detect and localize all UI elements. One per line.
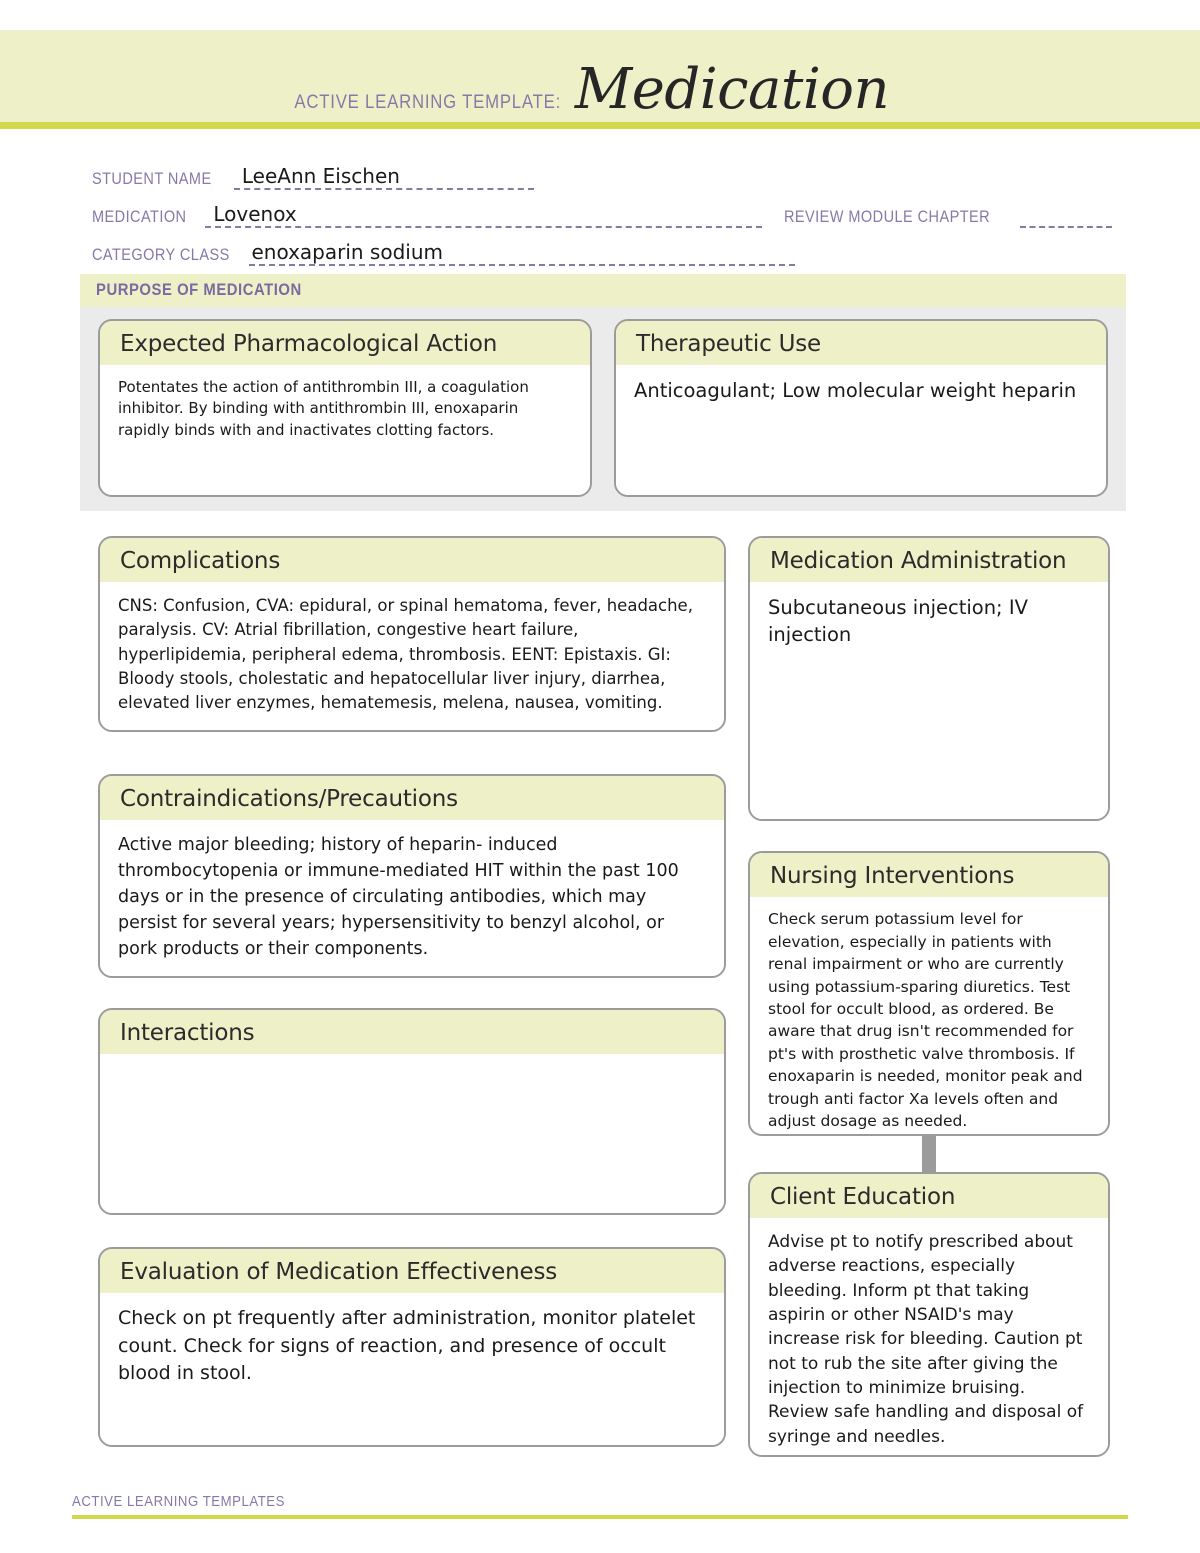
medication-administration-heading: Medication Administration [770, 548, 1067, 574]
header-band [0, 30, 1200, 122]
nursing-interventions-card [748, 851, 1110, 1136]
expected-pharmacological-action-heading: Expected Pharmacological Action [120, 331, 498, 357]
interactions-card [98, 1008, 726, 1215]
evaluation-header [100, 1249, 724, 1293]
category-class-row [92, 228, 1112, 266]
client-education-text: Advise pt to notify prescribed about adverse reactions, especially bleeding. Inform pt that taking aspirin or other NSAID's may increase risk for bleeding. Caution pt not to rub the site after giving the injection to minimize bruising. Review safe handling and disposal of syringe and needles. [768, 1232, 1084, 1447]
contraindications-header [100, 776, 724, 820]
review-module-chapter-label: REVIEW MODULE CHAPTER [783, 207, 990, 226]
contraindications-body[interactable] [100, 820, 724, 976]
spacer-med-admin-nursing [748, 821, 1110, 851]
therapeutic-use-body[interactable] [616, 365, 1106, 495]
interactions-heading: Interactions [120, 1020, 255, 1046]
review-module-chapter-input[interactable] [1020, 200, 1112, 228]
complications-card [98, 536, 726, 732]
footer [72, 1493, 1128, 1519]
expected-pharmacological-action-body[interactable] [100, 365, 590, 495]
therapeutic-use-heading: Therapeutic Use [636, 331, 821, 357]
evaluation-of-medication-effectiveness-card [98, 1247, 726, 1447]
complications-heading: Complications [120, 548, 281, 574]
right-column [748, 536, 1110, 1457]
medication-row [92, 190, 1112, 228]
nursing-interventions-body[interactable] [750, 897, 1108, 1136]
connector-bar [922, 1134, 936, 1174]
header-title-group [251, 57, 890, 122]
complications-header [100, 538, 724, 582]
complications-body[interactable] [100, 582, 724, 730]
student-name-label: STUDENT NAME [92, 169, 212, 188]
category-class-input[interactable] [249, 238, 795, 266]
student-name-row [92, 152, 1112, 190]
purpose-section-title: PURPOSE OF MEDICATION [96, 281, 302, 299]
medication-administration-text: Subcutaneous injection; IV injection [768, 596, 1028, 647]
purpose-title-bar [80, 274, 1126, 307]
therapeutic-use-header [616, 321, 1106, 365]
category-class-label: CATEGORY CLASS [92, 245, 230, 264]
footer-text: ACTIVE LEARNING TEMPLATES [72, 1493, 285, 1510]
evaluation-body[interactable] [100, 1293, 724, 1445]
student-name-input[interactable] [234, 162, 534, 190]
therapeutic-use-card [614, 319, 1108, 497]
expected-pharmacological-action-text: Potentates the action of antithrombin III, a coagulation inhibitor. By binding with antithrombin III, enoxaparin rapidly binds with and inactivates clotting factors. [118, 378, 529, 439]
expected-pharmacological-action-header [100, 321, 590, 365]
purpose-boxes [80, 307, 1126, 511]
medication-administration-body[interactable] [750, 582, 1108, 819]
medication-label: MEDICATION [92, 207, 187, 226]
therapeutic-use-text: Anticoagulant; Low molecular weight heparin [634, 379, 1077, 403]
left-column [98, 536, 726, 1447]
evaluation-text: Check on pt frequently after administration, monitor platelet count. Check for signs of reaction, and presence of occult blood in stool. [118, 1307, 696, 1385]
category-class-value: enoxaparin sodium [251, 240, 443, 264]
nursing-interventions-header [750, 853, 1108, 897]
client-education-card [748, 1172, 1110, 1457]
nursing-to-client-education-connector [748, 1136, 1110, 1172]
student-name-value: LeeAnn Eischen [241, 164, 400, 188]
medication-administration-card [748, 536, 1110, 821]
header-divider-rule [0, 122, 1200, 129]
page-title: Medication [574, 57, 890, 122]
contraindications-text: Active major bleeding; history of heparin- induced thrombocytopenia or immune-mediated HIT within the past 100 days or in the presence of circulating antibodies, which may persist for several years; hypersensitivity to benzyl alcohol, or pork products or their components. [118, 835, 679, 960]
interactions-body[interactable] [100, 1054, 724, 1213]
contraindications-heading: Contraindications/Precautions [120, 786, 458, 812]
expected-pharmacological-action-card [98, 319, 592, 497]
interactions-header [100, 1010, 724, 1054]
nursing-interventions-heading: Nursing Interventions [770, 863, 1015, 889]
client-education-heading: Client Education [770, 1184, 956, 1210]
evaluation-heading: Evaluation of Medication Effectiveness [120, 1259, 558, 1285]
medication-input[interactable] [205, 200, 761, 228]
medication-value: Lovenox [213, 202, 297, 226]
purpose-of-medication-section [80, 274, 1126, 511]
medication-administration-header [750, 538, 1108, 582]
nursing-interventions-text: Check serum potassium level for elevation, especially in patients with renal impairment or who are currently using potassium-sparing diuretics. Test stool for occult blood, as ordered. Be aware that drug isn't recommended for pt's with prosthetic valve thrombosis. If enoxaparin is needed, monitor peak and trough anti factor Xa levels often and adjust dosage as needed. [768, 910, 1083, 1131]
contraindications-card [98, 774, 726, 978]
header-kicker: ACTIVE LEARNING TEMPLATE: [294, 91, 561, 113]
identification-fields [92, 152, 1112, 266]
client-education-body[interactable] [750, 1218, 1108, 1457]
client-education-header [750, 1174, 1108, 1218]
footer-divider-rule [72, 1515, 1128, 1519]
complications-text: CNS: Confusion, CVA: epidural, or spinal hematoma, fever, headache, paralysis. CV: Atrial fibrillation, congestive heart failure, hyperlipidemia, peripheral edema, thrombosis. EENT: Epistaxis. GI: Bloody stools, cholestatic and hepatocellular liver injury, diarrhea, elevated liver enzymes, hematemesis, melena, nausea, vomiting. [118, 596, 693, 713]
